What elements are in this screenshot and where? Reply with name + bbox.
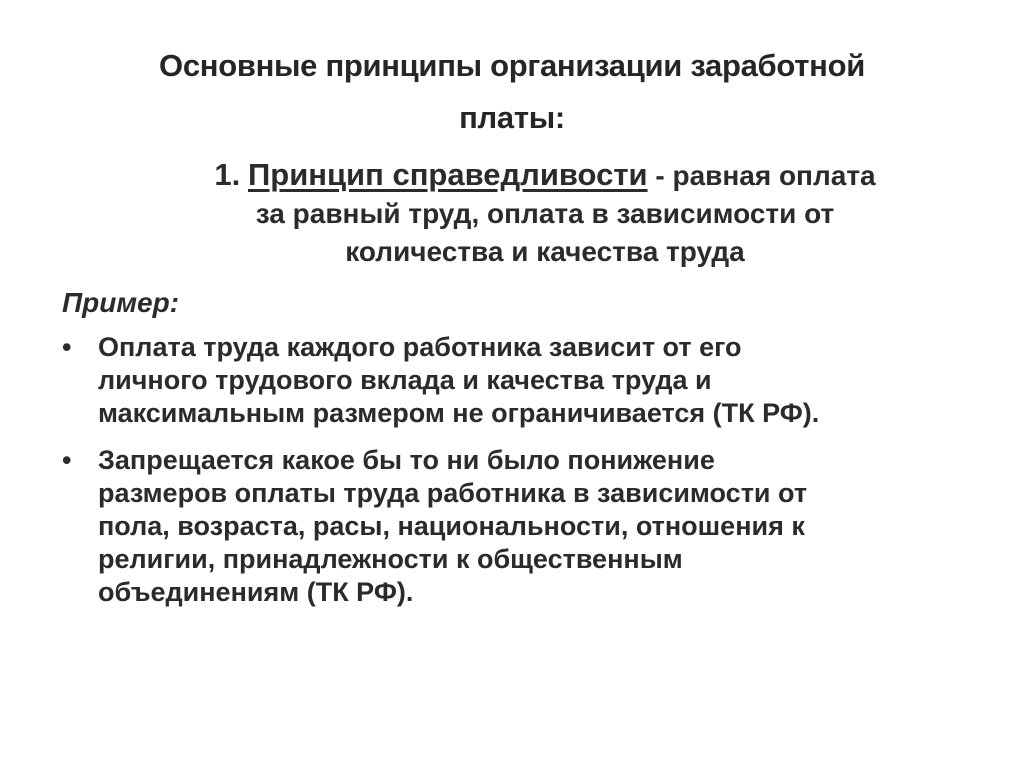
title-line: Основные принципы организации заработной (159, 48, 865, 83)
title-line: платы: (459, 100, 565, 135)
principle-block (80, 156, 1010, 271)
bullet-line: размеров оплаты труда работника в зависимости от (98, 478, 808, 508)
principle-description-line: - равная оплата (655, 160, 876, 191)
bullet-dot: • (62, 445, 72, 475)
bullet-line: пола, возраста, расы, национальности, отношения к (98, 511, 805, 541)
bullet-item (62, 444, 962, 609)
slide-title (80, 40, 944, 144)
bullet-line: объединениям (ТК РФ). (98, 577, 414, 607)
principle-name: Принцип справедливости (248, 157, 648, 192)
bullet-item (62, 331, 962, 430)
principle-description-line: количества и качества труда (345, 236, 745, 267)
bullet-dot: • (62, 332, 72, 362)
bullet-line: Запрещается какое бы то ни было понижение (98, 445, 715, 475)
bullet-line: Оплата труда каждого работника зависит от его (98, 332, 742, 362)
principle-number: 1. (214, 157, 241, 192)
principle-description-line: за равный труд, оплата в зависимости от (255, 198, 835, 229)
bullet-line: религии, принадлежности к общественным (98, 544, 683, 574)
bullet-line: личного трудового вклада и качества труда и (98, 365, 712, 395)
example-label: Пример: (62, 287, 180, 318)
principle-first-line (80, 156, 1010, 195)
bullet-list (62, 331, 962, 623)
bullet-line: максимальным размером не ограничивается (ТК РФ). (98, 398, 820, 428)
